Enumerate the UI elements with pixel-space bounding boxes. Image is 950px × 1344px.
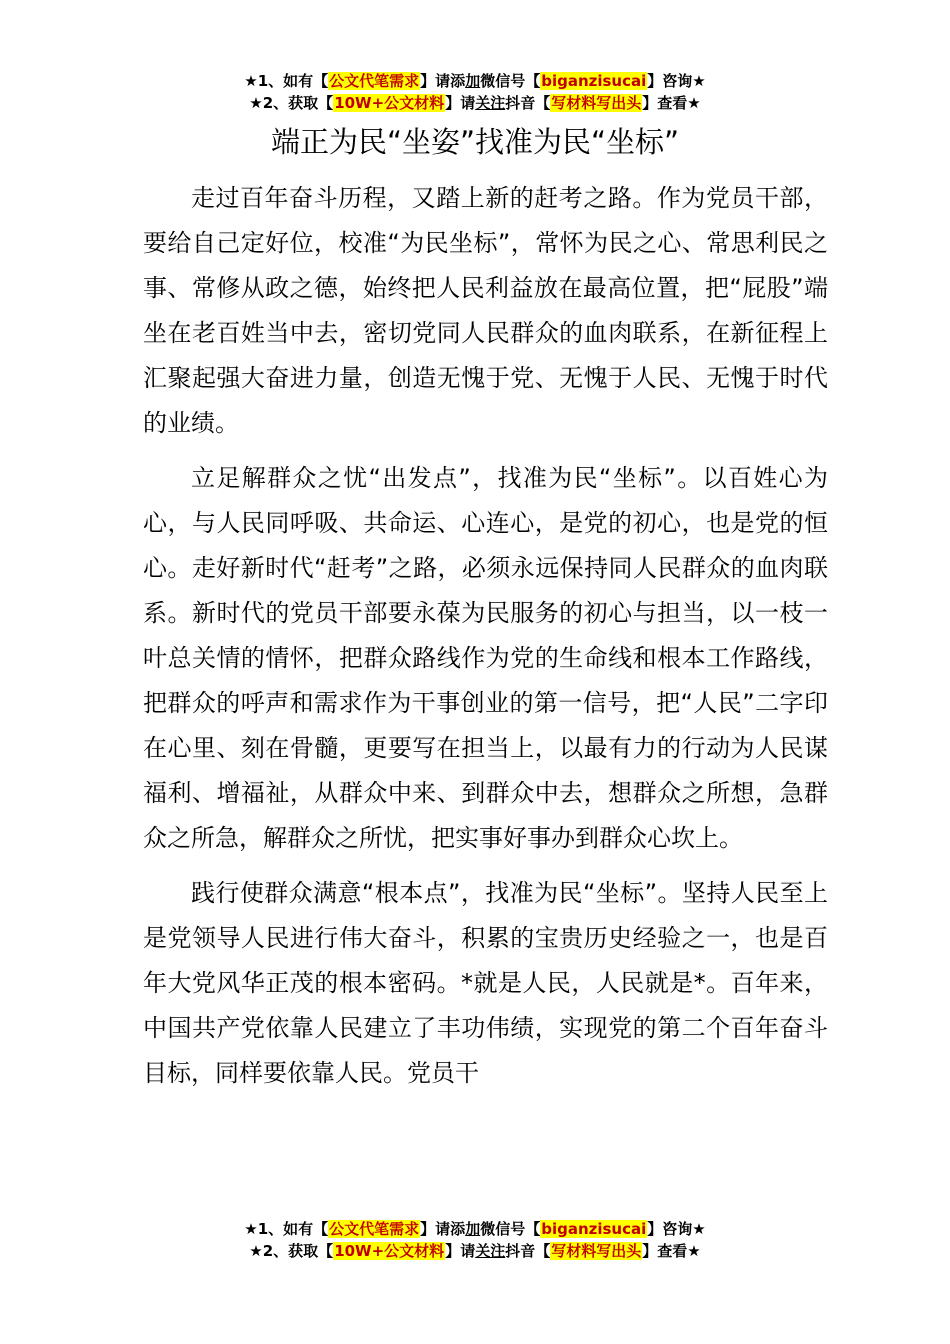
highlight-douyin: 写材料写出头 xyxy=(551,1242,642,1260)
document-title: 端正为民“坐姿”找准为民“坐标” xyxy=(270,125,680,159)
document-body xyxy=(143,176,828,1106)
paragraph: 践行使群众满意“根本点”，找准为民“坐标”。坚持人民至上是党领导人民进行伟大奋斗，积累的宝贵历史经验之一，也是百年大党风华正茂的根本密码。*就是人民，人民就是*。百年来，中国共产党依靠人民建立了丰功伟绩，实现党的第二个百年奋斗目标，同样要依靠人民。党员干 xyxy=(143,879,828,1087)
promo-line-1: ★1、如有【公文代笔需求】请添加微信号【biganzisucai】咨询★ xyxy=(244,72,706,90)
highlight-wechat-id: biganzisucai xyxy=(541,1220,647,1238)
highlight-service: 公文代笔需求 xyxy=(329,72,420,90)
top-promo-banner xyxy=(0,70,950,114)
highlight-service: 公文代笔需求 xyxy=(329,1220,420,1238)
promo-line-1: ★1、如有【公文代笔需求】请添加微信号【biganzisucai】咨询★ xyxy=(244,1220,706,1238)
highlight-douyin: 写材料写出头 xyxy=(551,94,642,112)
highlight-wechat-id: biganzisucai xyxy=(541,72,647,90)
highlight-materials: 10W+公文材料 xyxy=(334,1242,445,1260)
promo-line-2: ★2、获取【10W+公文材料】请关注抖音【写材料写出头】查看★ xyxy=(249,1242,701,1260)
highlight-materials: 10W+公文材料 xyxy=(334,94,445,112)
paragraph: 立足解群众之忧“出发点”，找准为民“坐标”。以百姓心为心，与人民同呼吸、共命运、心连心，是党的初心，也是党的恒心。走好新时代“赶考”之路，必须永远保持同人民群众的血肉联系。新时代的党员干部要永葆为民服务的初心与担当，以一枝一叶总关情的情怀，把群众路线作为党的生命线和根本工作路线，把群众的呼声和需求作为干事创业的第一信号，把“人民”二字印在心里、刻在骨髓，更要写在担当上，以最有力的行动为人民谋福利、增福祉，从群众中来、到群众中去，想群众之所想，急群众之所急，解群众之所忧，把实事好事办到群众心坎上。 xyxy=(143,464,828,852)
paragraph: 走过百年奋斗历程，又踏上新的赶考之路。作为党员干部，要给自己定好位，校准“为民坐标”，常怀为民之心、常思利民之事、常修从政之德，始终把人民利益放在最高位置，把“屁股”端坐在老百姓当中去，密切党同人民群众的血肉联系，在新征程上汇聚起强大奋进力量，创造无愧于党、无愧于人民、无愧于时代的业绩。 xyxy=(143,184,828,437)
bottom-promo-banner xyxy=(0,1218,950,1262)
promo-line-2: ★2、获取【10W+公文材料】请关注抖音【写材料写出头】查看★ xyxy=(249,94,701,112)
